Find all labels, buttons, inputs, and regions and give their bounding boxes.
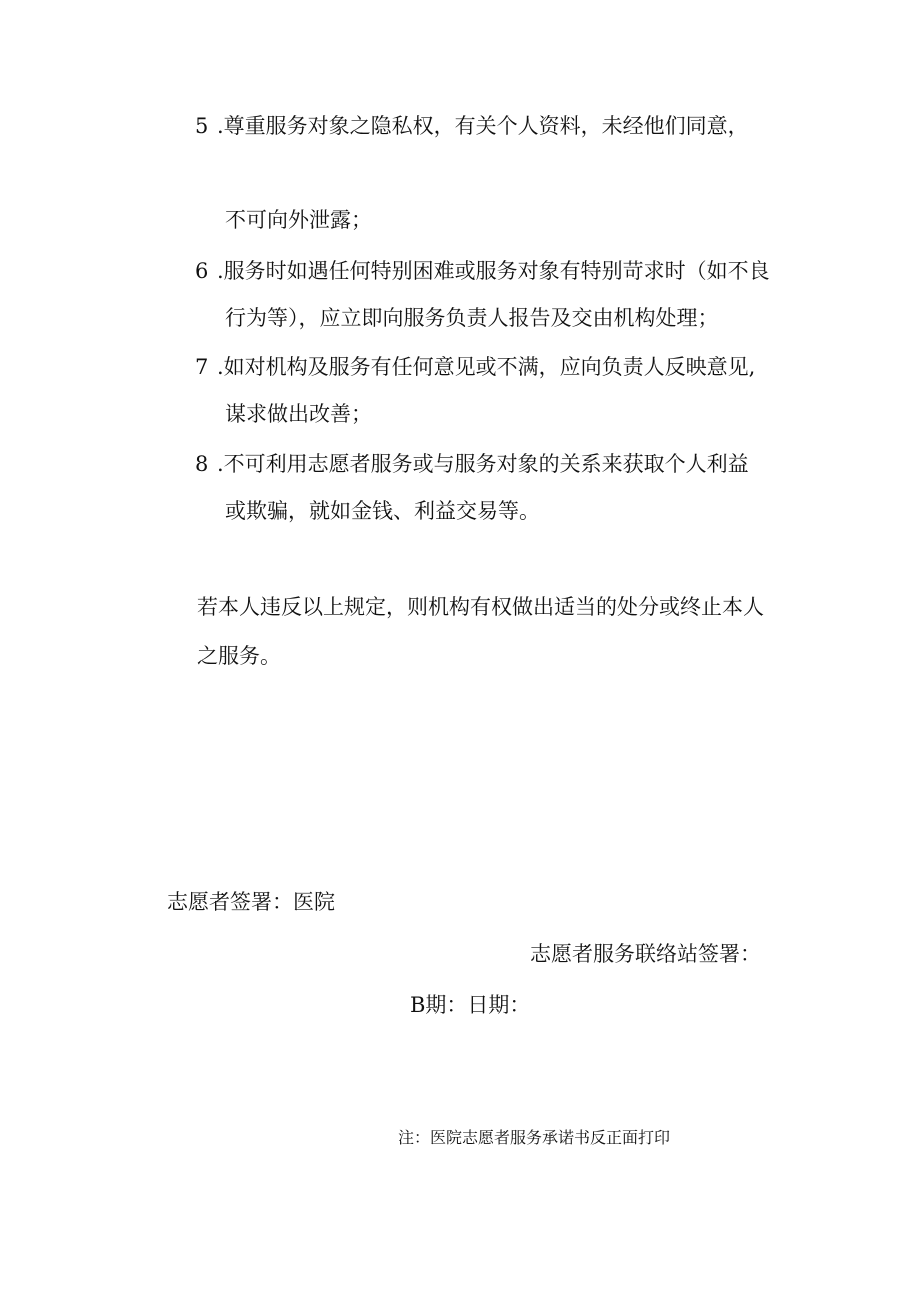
- item-number: 8: [195, 452, 209, 476]
- closing-paragraph-line-1: 若本人违反以上规定，则机构有权做出适当的处分或终止本人: [197, 595, 764, 619]
- item-8-line-2: 或欺骗，就如金钱、利益交易等。: [225, 499, 540, 523]
- item-5-line-2: 不可向外泄露；: [225, 208, 372, 232]
- item-text: .如对机构及服务有任何意见或不满，应向负责人反映意见,: [217, 355, 756, 379]
- item-text: .服务时如遇任何特别困难或服务对象有特别苛求时（如不良: [217, 259, 770, 283]
- volunteer-signature-label: 志愿者签署：医院: [167, 890, 335, 914]
- item-6-line-1: [195, 257, 770, 285]
- item-5-line-1: [195, 112, 749, 140]
- item-text: .不可利用志愿者服务或与服务对象的关系来获取个人利益: [217, 452, 749, 476]
- closing-paragraph-line-2: 之服务。: [197, 644, 281, 668]
- item-number: 6: [195, 259, 209, 283]
- item-7-line-2: 谋求做出改善；: [225, 402, 372, 426]
- item-number: 5: [195, 114, 209, 138]
- item-8-line-1: [195, 450, 749, 478]
- item-7-line-1: [195, 353, 755, 381]
- item-number: 7: [195, 355, 209, 379]
- date-labels: B期：日期：: [410, 993, 531, 1017]
- item-text: .尊重服务对象之隐私权，有关个人资料，未经他们同意，: [217, 114, 749, 138]
- station-signature-label: 志愿者服务联络站签署：: [530, 942, 761, 966]
- item-6-line-2: 行为等），应立即向服务负责人报告及交由机构处理；: [225, 306, 719, 330]
- print-note: 注：医院志愿者服务承诺书反正面打印: [398, 1128, 671, 1147]
